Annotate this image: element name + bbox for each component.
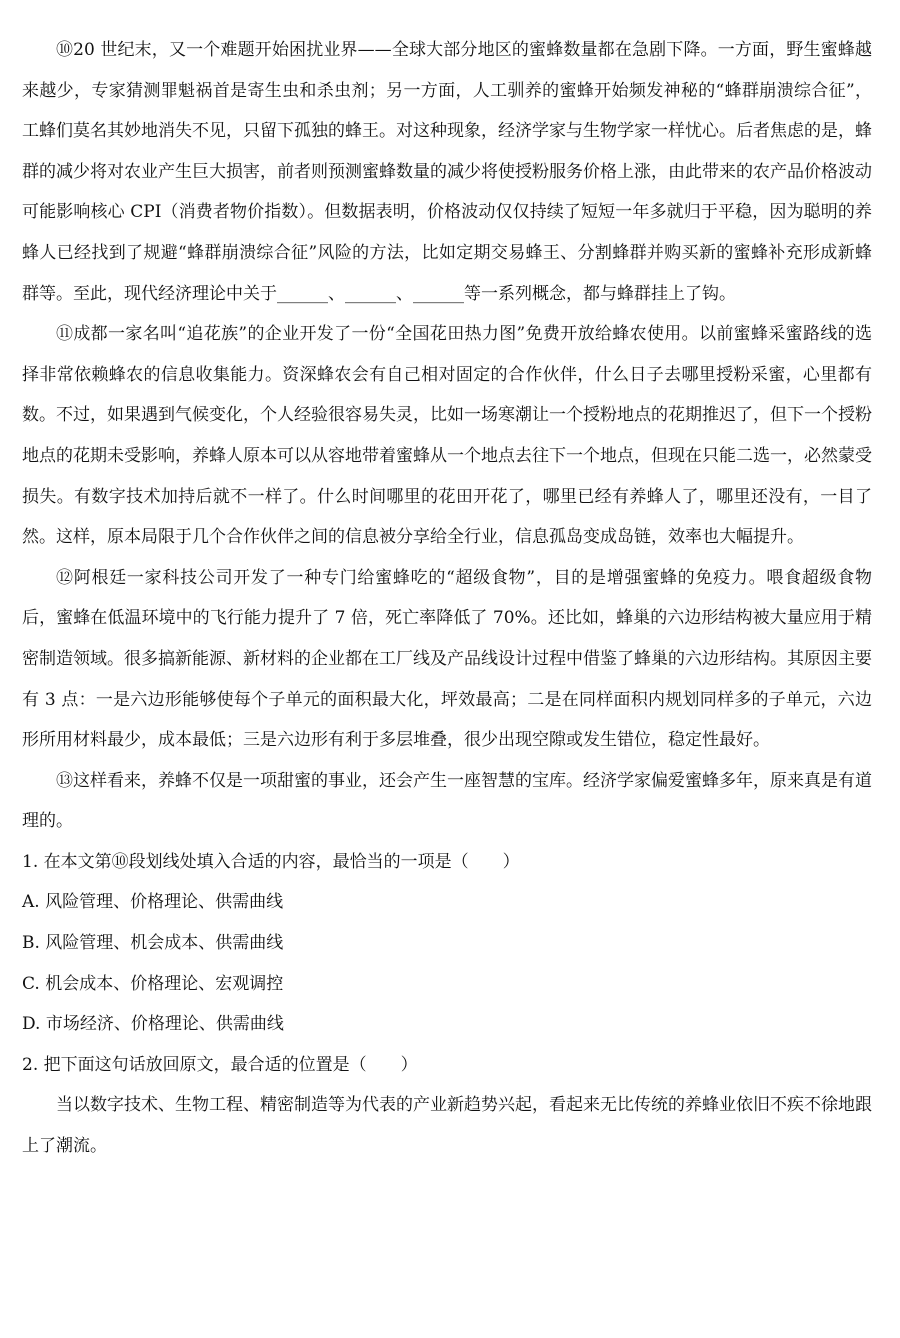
paragraph-10: ⑩20 世纪末，又一个难题开始困扰业界——全球大部分地区的蜜蜂数量都在急剧下降。一方面，野生蜜蜂越来越少，专家猜测罪魁祸首是寄生虫和杀虫剂；另一方面，人工驯养的蜜蜂开始频发神秘的“蜂群崩溃综合征”，工蜂们莫名其妙地消失不见，只留下孤独的蜂王。对这种现象，经济学家与生物学家一样忧心。后者焦虑的是，蜂群的减少将对农业产生巨大损害，前者则预测蜜蜂数量的减少将使授粉服务价格上涨，由此带来的农产品价格波动可能影响核心 CPI（消费者物价指数）。但数据表明，价格波动仅仅持续了短短一年多就归于平稳，因为聪明的养蜂人已经找到了规避“蜂群崩溃综合征”风险的方法，比如定期交易蜂王、分割蜂群并购买新的蜜蜂补充形成新蜂群等。至此，现代经济理论中关于______、______、______等一系列概念，都与蜂群挂上了钩。 (22, 40, 872, 304)
question-1-option-d[interactable]: D. 市场经济、价格理论、供需曲线 (22, 1014, 284, 1035)
question-1-option-b[interactable]: B. 风险管理、机会成本、供需曲线 (22, 933, 284, 954)
paragraph-11: ⑪成都一家名叫“追花族”的企业开发了一份“全国花田热力图”免费开放给蜂农使用。以前蜜蜂采蜜路线的选择非常依赖蜂农的信息收集能力。资深蜂农会有自己相对固定的合作伙伴，什么日子去哪里授粉采蜜，心里都有数。不过，如果遇到气候变化，个人经验很容易失灵，比如一场寒潮让一个授粉地点的花期推迟了，但下一个授粉地点的花期未受影响，养蜂人原本可以从容地带着蜜蜂从一个地点去往下一个地点，但现在只能二选一，必然蒙受损失。有数字技术加持后就不一样了。什么时间哪里的花田开花了，哪里已经有养蜂人了，哪里还没有，一目了然。这样，原本局限于几个合作伙伴之间的信息被分享给全行业，信息孤岛变成岛链，效率也大幅提升。 (22, 324, 872, 548)
paragraph-12: ⑫阿根廷一家科技公司开发了一种专门给蜜蜂吃的“超级食物”，目的是增强蜜蜂的免疫力。喂食超级食物后，蜜蜂在低温环境中的飞行能力提升了 7 倍，死亡率降低了 70%。还比如，蜂巢的六边形结构被大量应用于精密制造领域。很多搞新能源、新材料的企业都在工厂线及产品线设计过程中借鉴了蜂巢的六边形结构。其原因主要有 3 点：一是六边形能够使每个子单元的面积最大化，坪效最高；二是在同样面积内规划同样多的子单元，六边形所用材料最少，成本最低；三是六边形有利于多层堆叠，很少出现空隙或发生错位，稳定性最好。 (22, 567, 872, 751)
question-2-stem: 2. 把下面这句话放回原文，最合适的位置是（ ） (22, 1054, 418, 1075)
paragraph-13: ⑬这样看来，养蜂不仅是一项甜蜜的事业，还会产生一座智慧的宝库。经济学家偏爱蜜蜂多年，原来真是有道理的。 (22, 770, 872, 832)
question-1-option-a[interactable]: A. 风险管理、价格理论、供需曲线 (22, 892, 284, 913)
document-page (22, 30, 872, 1167)
question-1-stem: 1. 在本文第⑩段划线处填入合适的内容，最恰当的一项是（ ） (22, 851, 520, 872)
question-2-sentence: 当以数字技术、生物工程、精密制造等为代表的产业新趋势兴起，看起来无比传统的养蜂业依旧不疾不徐地跟上了潮流。 (22, 1095, 872, 1157)
question-1-option-c[interactable]: C. 机会成本、价格理论、宏观调控 (22, 973, 284, 994)
